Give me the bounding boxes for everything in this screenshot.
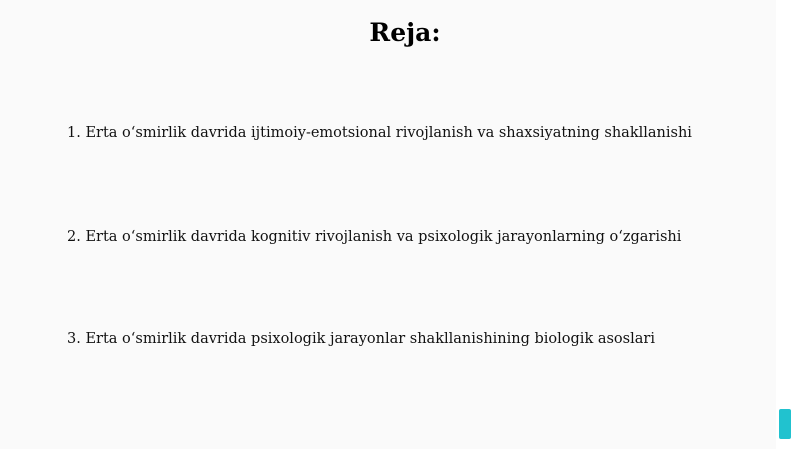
plan-item-1: 1. Erta o‘smirlik davrida ijtimoiy-emotsional rivojlanish va shaxsiyatning shakllanishi <box>67 125 692 141</box>
plan-item-3: 3. Erta o‘smirlik davrida psixologik jarayonlar shakllanishining biologik asoslari <box>67 331 655 347</box>
scrollbar-track[interactable] <box>776 0 800 449</box>
plan-item-2: 2. Erta o‘smirlik davrida kognitiv rivojlanish va psixologik jarayonlarning o‘zgarishi <box>67 229 682 245</box>
scrollbar-thumb[interactable] <box>779 409 791 439</box>
slide-title: Reja: <box>369 18 441 47</box>
